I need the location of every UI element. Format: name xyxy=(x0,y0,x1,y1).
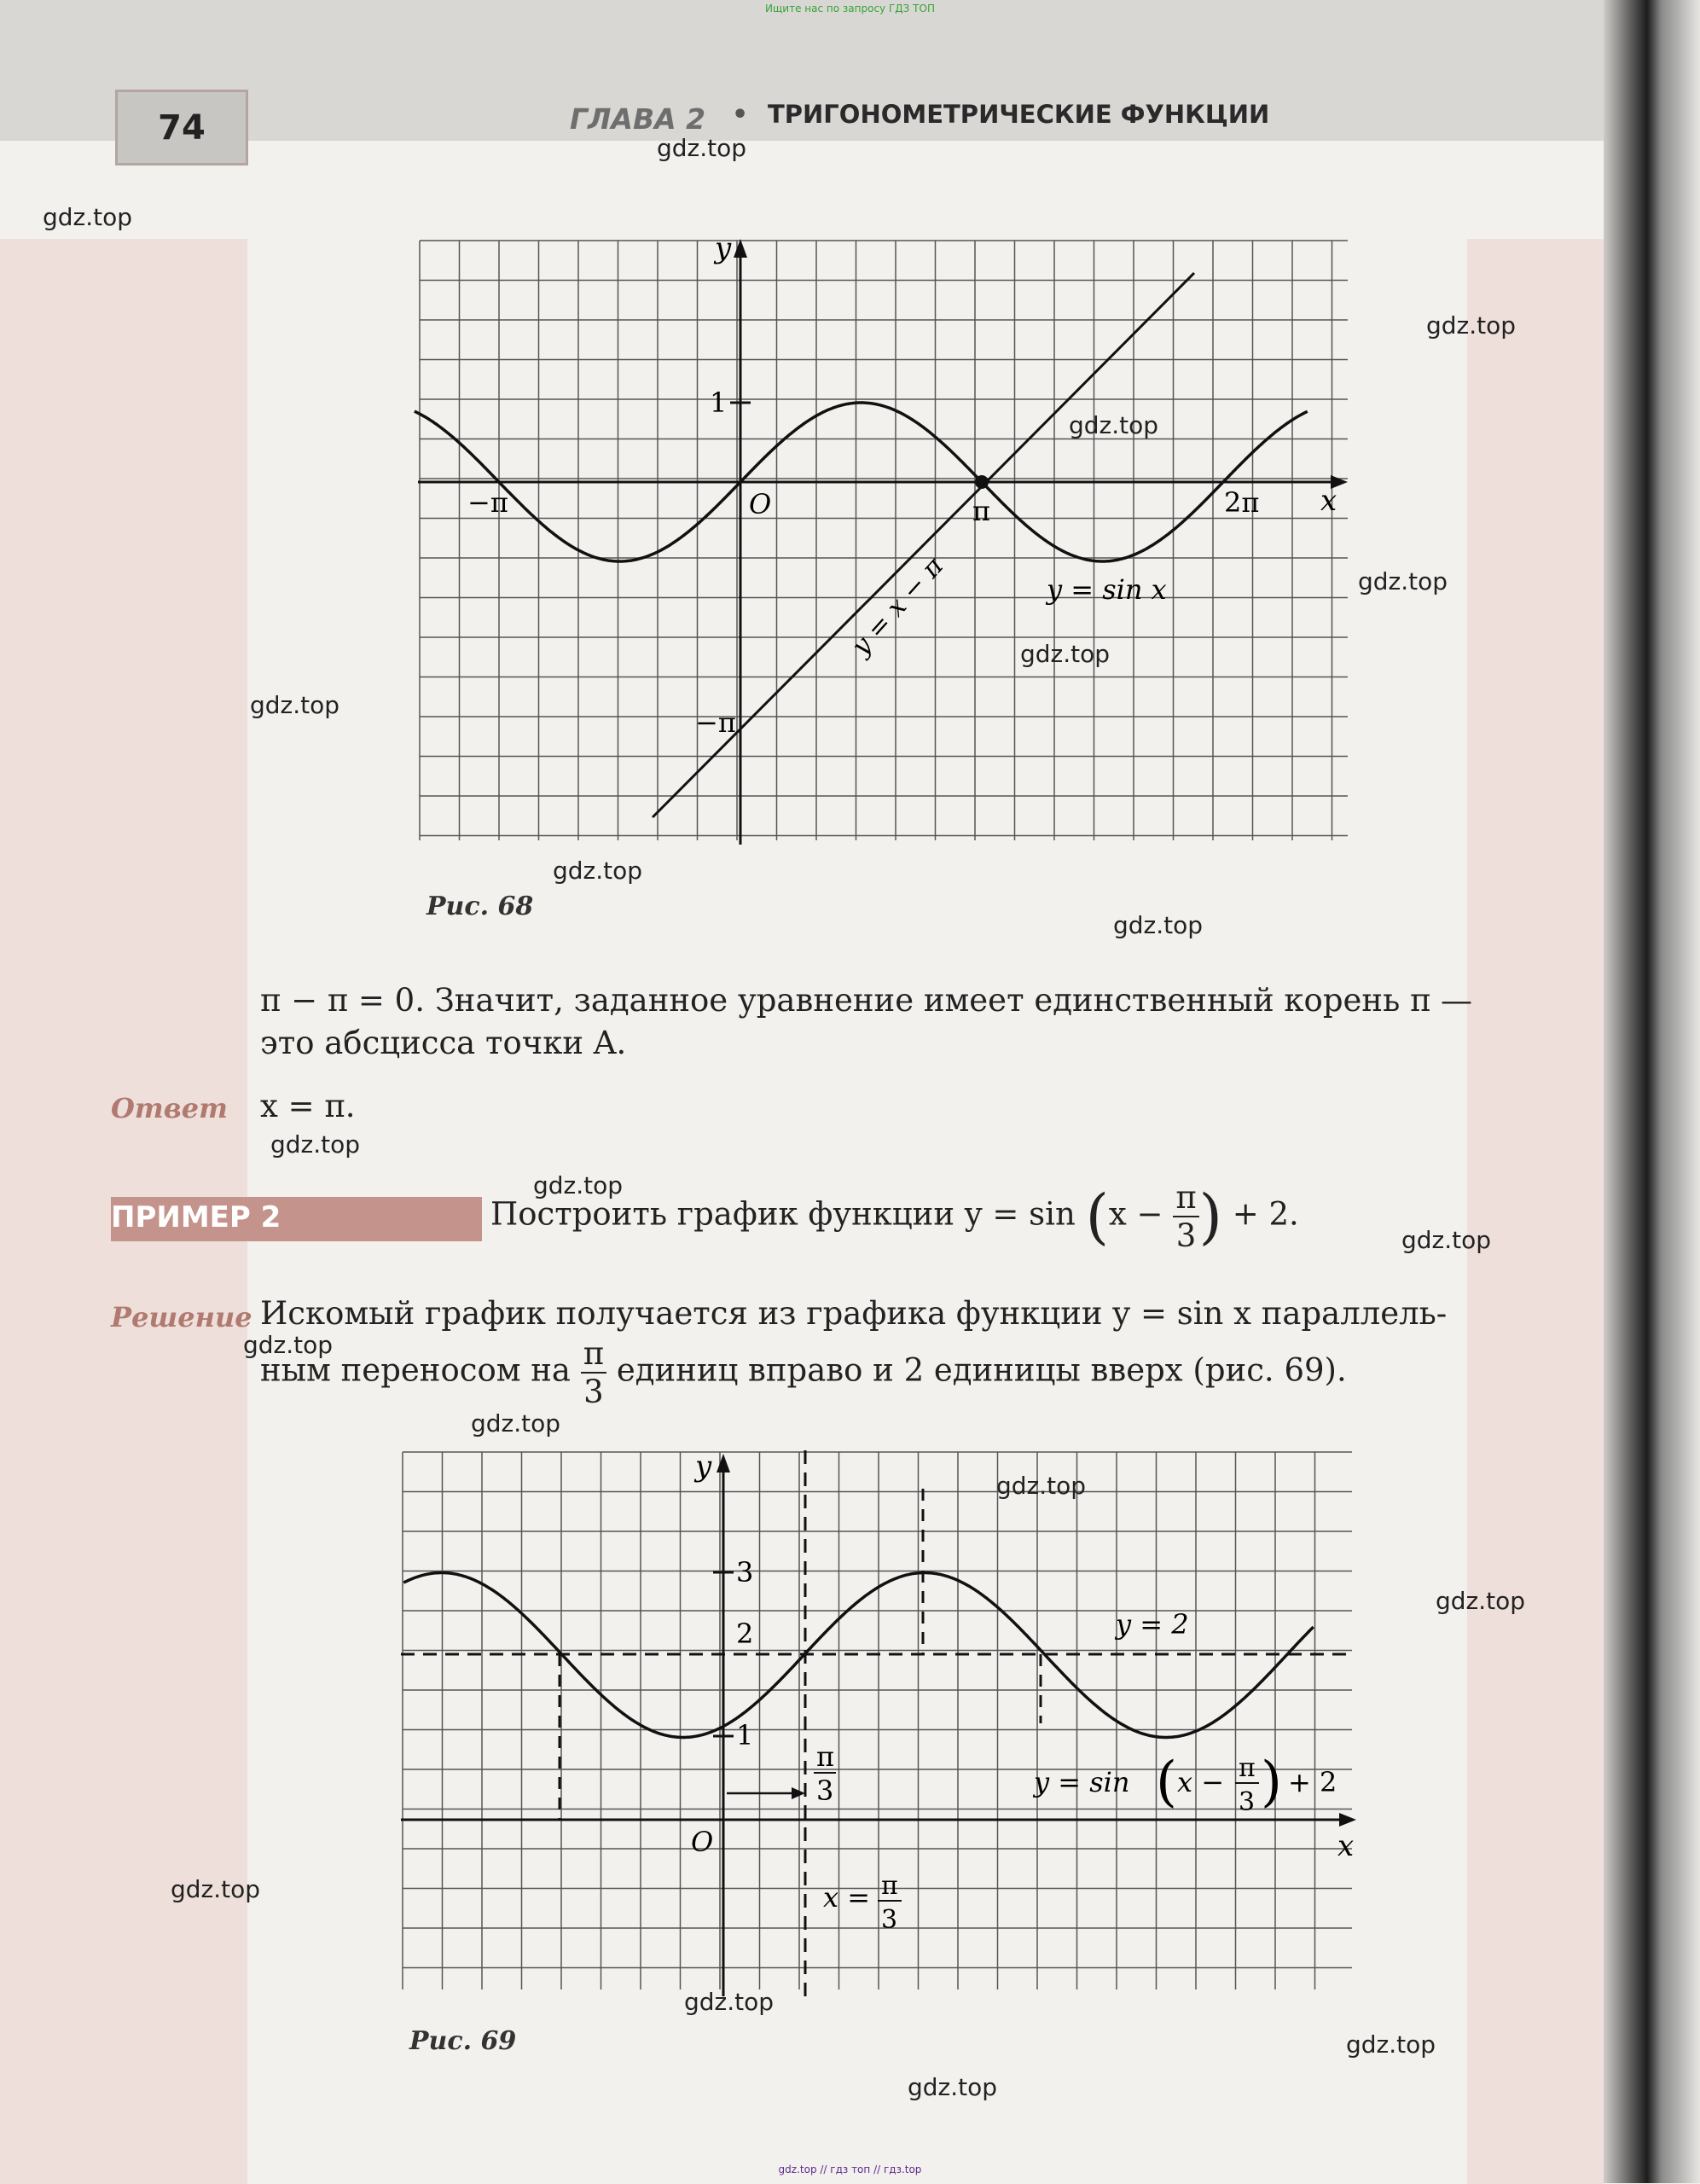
solution-label: Решение xyxy=(111,1301,252,1333)
shift-arrow-head xyxy=(792,1787,805,1799)
x-axis-label-69: x xyxy=(1337,1829,1355,1863)
solution-part-b: единиц вправо и 2 единицы вверх (рис. 69). xyxy=(616,1351,1347,1389)
task-part-c: + 2. xyxy=(1232,1195,1299,1233)
site-header: Ищите нас по запросу ГДЗ ТОП xyxy=(765,3,935,15)
right-margin-band xyxy=(1467,239,1604,2184)
watermark: gdz.top xyxy=(996,1472,1087,1500)
intersection-point-a xyxy=(975,475,989,489)
task-paren-close: ) xyxy=(1198,1182,1222,1252)
tick-3-label-69: 3 xyxy=(736,1556,754,1589)
x-eq-label: x = xyxy=(823,1881,871,1914)
watermark: gdz.top xyxy=(270,1130,361,1159)
watermark: gdz.top xyxy=(553,857,643,885)
y-axis-label-69: y xyxy=(695,1449,712,1484)
asymptote-label: y = 2 xyxy=(1116,1608,1189,1641)
watermark: gdz.top xyxy=(1358,567,1448,595)
watermark: gdz.top xyxy=(908,2073,998,2101)
solution-line-2 xyxy=(260,1335,1347,1410)
watermark: gdz.top xyxy=(1113,911,1204,939)
solution-fraction xyxy=(581,1335,606,1410)
site-footer: gdz.top // гдз топ // гдз.top xyxy=(778,2164,922,2175)
watermark: gdz.top xyxy=(171,1875,261,1903)
figure-68 xyxy=(409,230,1365,853)
book-spine xyxy=(1604,0,1700,2183)
watermark: gdz.top xyxy=(684,1988,775,2016)
shift-frac-den: 3 xyxy=(816,1774,834,1807)
answer-text: x = π. xyxy=(260,1088,356,1124)
func-frac-den: 3 xyxy=(1239,1787,1256,1817)
chapter-separator: • xyxy=(732,100,749,130)
watermark: gdz.top xyxy=(1426,311,1517,340)
answer-label: Ответ xyxy=(111,1092,228,1124)
func-paren-open: ( xyxy=(1156,1751,1177,1814)
sin-label-68: y = sin x xyxy=(1047,573,1167,606)
figure-69 xyxy=(392,1442,1382,2005)
origin-label-68: O xyxy=(749,488,772,520)
neg-pi-label-68: −π xyxy=(467,486,508,519)
watermark: gdz.top xyxy=(43,203,133,231)
solution-part-a: ным переносом на xyxy=(260,1351,571,1389)
y-arrow-69 xyxy=(717,1454,730,1472)
chapter-label: ГЛАВА 2 xyxy=(570,102,706,136)
task-part-a: Построить график функции y = sin xyxy=(490,1195,1076,1233)
solution-frac-den: 3 xyxy=(583,1374,604,1410)
y-axis-label-68: y xyxy=(715,231,732,265)
watermark: gdz.top xyxy=(243,1331,334,1359)
page-number: 74 xyxy=(115,90,248,166)
grid-69 xyxy=(403,1452,1355,1989)
func-paren-close: ) xyxy=(1261,1751,1282,1814)
task-frac-den: 3 xyxy=(1175,1217,1197,1254)
solution-frac-num: π xyxy=(581,1338,606,1374)
tick-2-label-69: 2 xyxy=(736,1618,754,1650)
chapter-title: ТРИГОНОМЕТРИЧЕСКИЕ ФУНКЦИИ xyxy=(768,100,1270,129)
watermark: gdz.top xyxy=(533,1171,624,1199)
watermark: gdz.top xyxy=(471,1409,561,1438)
watermark: gdz.top xyxy=(657,134,747,162)
tick-one-label-68: 1 xyxy=(710,386,728,419)
task-fraction xyxy=(1173,1179,1198,1254)
neg-pi-y-label-68: −π xyxy=(695,706,736,739)
text-line-2: это абсцисса точки A. xyxy=(260,1025,627,1061)
x-eq-frac-den: 3 xyxy=(881,1905,898,1935)
y-arrow-68 xyxy=(734,239,747,258)
line-label-68: y = x − π xyxy=(845,551,949,662)
watermark: gdz.top xyxy=(1069,411,1159,439)
tick-1-label-69: 1 xyxy=(736,1719,754,1751)
example-heading: ПРИМЕР 2 xyxy=(111,1200,281,1234)
figure-68-caption: Рис. 68 xyxy=(426,892,534,921)
x-arrow-69 xyxy=(1339,1813,1356,1827)
text-line-1: π − π = 0. Значит, заданное уравнение имеет единственный корень π — xyxy=(260,982,1473,1019)
grid-68 xyxy=(420,241,1348,840)
x-axis-label-68: x xyxy=(1320,484,1337,518)
watermark: gdz.top xyxy=(1436,1587,1526,1615)
shift-frac-num: π xyxy=(816,1740,835,1773)
x-eq-frac-num: π xyxy=(881,1871,898,1901)
watermark: gdz.top xyxy=(1346,2030,1436,2059)
watermark: gdz.top xyxy=(250,691,340,719)
origin-label-69: O xyxy=(691,1826,714,1858)
solution-line-1: Искомый график получается из графика функции y = sin x параллель- xyxy=(260,1295,1448,1332)
figure-69-caption: Рис. 69 xyxy=(409,2026,517,2056)
two-pi-label-68: 2π xyxy=(1224,486,1260,519)
func-frac-num: π xyxy=(1239,1753,1256,1783)
task-part-b: x − xyxy=(1108,1195,1163,1233)
task-paren-open: ( xyxy=(1085,1182,1109,1252)
watermark: gdz.top xyxy=(1401,1226,1492,1254)
watermark: gdz.top xyxy=(1020,640,1111,668)
task-frac-num: π xyxy=(1173,1182,1198,1217)
func-label-a: y = sin xyxy=(1034,1766,1130,1798)
func-label-c: + 2 xyxy=(1288,1766,1337,1798)
func-label-b: x − xyxy=(1177,1766,1225,1798)
pi-label-68: π xyxy=(972,495,991,527)
